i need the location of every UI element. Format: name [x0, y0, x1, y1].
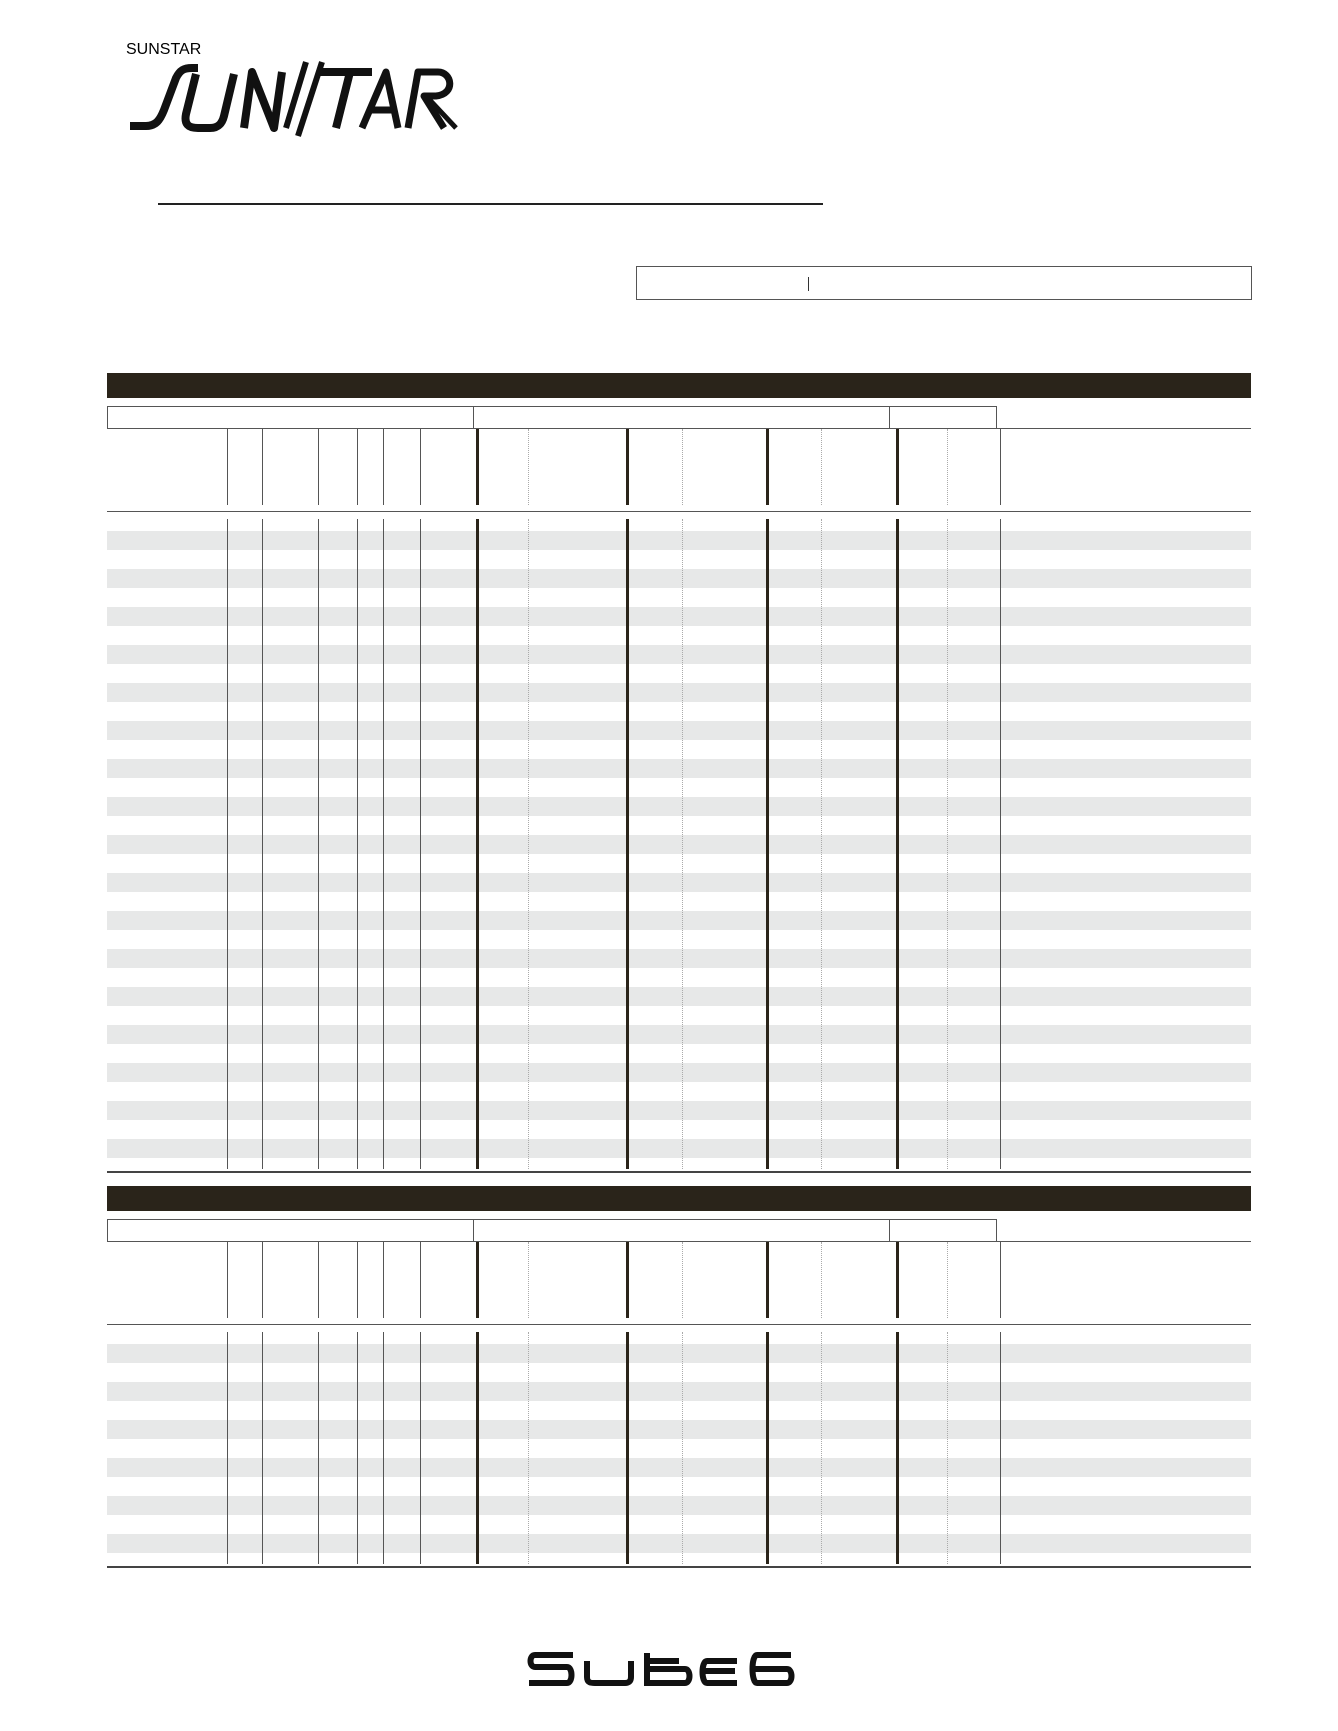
column-divider — [262, 1332, 263, 1564]
table-row-stripe — [107, 1496, 1251, 1515]
column-divider-thick — [896, 429, 899, 505]
table-row-stripe — [107, 835, 1251, 854]
sunstar-logo — [126, 41, 462, 142]
column-divider-thick — [476, 519, 479, 1169]
header-band — [107, 1186, 1251, 1211]
header-line — [107, 511, 1251, 512]
table-row-stripe — [107, 1458, 1251, 1477]
column-divider — [420, 1332, 421, 1564]
table-row-stripe — [107, 531, 1251, 550]
table-row-stripe — [107, 873, 1251, 892]
column-divider-dotted — [947, 519, 948, 1169]
column-divider-dotted — [821, 429, 822, 505]
header-band — [107, 373, 1251, 398]
column-divider — [318, 1332, 319, 1564]
table-bottom-rule — [107, 1566, 1251, 1568]
column-divider-dotted — [528, 1332, 529, 1564]
column-divider-thick — [476, 1242, 479, 1318]
header-line — [107, 428, 1251, 429]
column-divider-thick — [476, 429, 479, 505]
column-divider — [357, 519, 358, 1169]
column-divider-dotted — [682, 1242, 683, 1318]
header-line — [107, 1324, 1251, 1325]
table-bottom-rule — [107, 1171, 1251, 1173]
column-divider — [383, 1242, 384, 1318]
column-divider-thick — [766, 1242, 769, 1318]
column-divider-thick — [896, 519, 899, 1169]
column-divider-dotted — [947, 1242, 948, 1318]
column-divider-thick — [896, 1332, 899, 1564]
column-divider-dotted — [682, 519, 683, 1169]
column-divider-thick — [626, 1332, 629, 1564]
table-row-stripe — [107, 759, 1251, 778]
table-row-stripe — [107, 721, 1251, 740]
column-divider-thick — [626, 429, 629, 505]
column-divider — [318, 429, 319, 505]
column-divider-dotted — [947, 1332, 948, 1564]
column-divider — [420, 429, 421, 505]
subes-logo — [525, 1649, 797, 1689]
column-divider — [357, 1332, 358, 1564]
column-divider — [357, 1242, 358, 1318]
column-divider-thick — [766, 1332, 769, 1564]
column-divider-thick — [626, 519, 629, 1169]
column-divider-thick — [766, 519, 769, 1169]
column-divider-thick — [896, 1242, 899, 1318]
logo-text: SUNSTAR — [126, 41, 202, 58]
column-divider-dotted — [947, 429, 948, 505]
group-header-cell — [473, 406, 890, 429]
column-divider — [227, 1332, 228, 1564]
column-divider — [420, 1242, 421, 1318]
table-row-stripe — [107, 797, 1251, 816]
table-row-stripe — [107, 1382, 1251, 1401]
column-divider-thick — [626, 1242, 629, 1318]
table-row-stripe — [107, 569, 1251, 588]
column-divider — [383, 429, 384, 505]
column-divider-dotted — [682, 1332, 683, 1564]
column-divider — [262, 1242, 263, 1318]
column-divider — [262, 429, 263, 505]
column-divider-dotted — [528, 519, 529, 1169]
column-divider-dotted — [528, 1242, 529, 1318]
column-divider-dotted — [821, 1242, 822, 1318]
table-row-stripe — [107, 911, 1251, 930]
column-divider — [357, 429, 358, 505]
table-row-stripe — [107, 683, 1251, 702]
column-divider — [383, 519, 384, 1169]
header-line — [107, 1241, 1251, 1242]
column-divider-dotted — [682, 429, 683, 505]
column-divider-dotted — [528, 429, 529, 505]
column-divider — [1000, 1242, 1001, 1318]
table-row-stripe — [107, 645, 1251, 664]
info-box-divider — [808, 277, 809, 291]
column-divider — [318, 1242, 319, 1318]
group-header-cell — [889, 406, 997, 429]
title-underline — [158, 203, 823, 205]
table-row-stripe — [107, 1420, 1251, 1439]
upper-table — [107, 373, 1251, 1149]
column-divider-dotted — [821, 1332, 822, 1564]
table-row-stripe — [107, 1534, 1251, 1553]
column-divider — [383, 1332, 384, 1564]
table-row-stripe — [107, 1025, 1251, 1044]
column-divider — [262, 519, 263, 1169]
column-divider-thick — [476, 1332, 479, 1564]
group-header-cell — [107, 1219, 474, 1242]
column-divider — [227, 429, 228, 505]
group-header-cell — [889, 1219, 997, 1242]
table-row-stripe — [107, 1139, 1251, 1158]
column-divider — [1000, 519, 1001, 1169]
column-divider — [1000, 429, 1001, 505]
column-divider — [420, 519, 421, 1169]
table-row-stripe — [107, 949, 1251, 968]
table-row-stripe — [107, 607, 1251, 626]
table-row-stripe — [107, 1101, 1251, 1120]
column-divider — [227, 519, 228, 1169]
table-row-stripe — [107, 987, 1251, 1006]
table-row-stripe — [107, 1063, 1251, 1082]
info-box — [636, 266, 1252, 300]
table-row-stripe — [107, 1344, 1251, 1363]
column-divider-dotted — [821, 519, 822, 1169]
column-divider-thick — [766, 429, 769, 505]
column-divider — [318, 519, 319, 1169]
group-header-cell — [473, 1219, 890, 1242]
group-header-cell — [107, 406, 474, 429]
lower-table — [107, 1186, 1251, 1558]
column-divider — [227, 1242, 228, 1318]
column-divider — [1000, 1332, 1001, 1564]
